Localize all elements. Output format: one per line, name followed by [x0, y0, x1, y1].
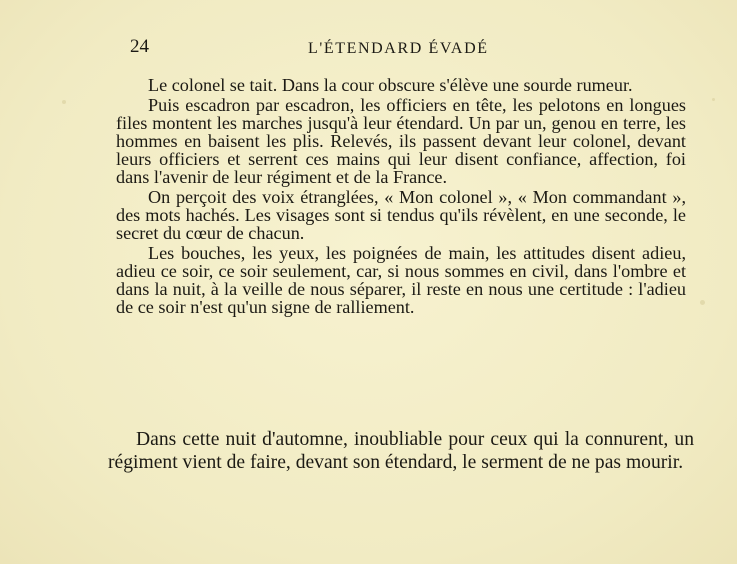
paragraph: Le colonel se tait. Dans la cour obscure s'élève une sourde rumeur.	[148, 75, 633, 95]
paper-stain	[712, 98, 715, 101]
closing-paragraph: Dans cette nuit d'automne, inoubliable pour ceux qui la connurent, un régiment vient de faire, devant son étendard, le serment de ne pas mourir.	[108, 429, 694, 473]
paragraph: On perçoit des voix étranglées, « Mon colonel », « Mon commandant », des mots hachés. Les visages sont si tendus qu'ils révèlent, en une seconde, le secret du cœur de chacun.	[116, 187, 686, 243]
closing-text	[108, 428, 694, 474]
paper-stain	[62, 100, 66, 104]
paragraph: Les bouches, les yeux, les poignées de main, les attitudes disent adieu, adieu ce soir, ce soir seulement, car, si nous sommes en civil, dans l'ombre et dans la nuit, à la veille de nous séparer, il reste en nous une certitude : l'adieu de ce soir n'est qu'un signe de ralliement.	[116, 243, 686, 317]
body-text	[116, 76, 686, 318]
page-header	[0, 34, 737, 64]
running-title: L'ÉTENDARD ÉVADÉ	[308, 40, 489, 57]
paragraph: Puis escadron par escadron, les officiers en tête, les pelotons en longues files montent les marches jusqu'à leur étendard. Un par un, genou en terre, les hommes en baisent les plis. Relevés, ils passent devant leur colonel, devant leurs officiers et serrent ces mains qui leur disent confiance, affection, foi dans l'avenir de leur régiment et de la France.	[116, 95, 686, 187]
paper-stain	[700, 300, 705, 305]
page-number: 24	[130, 36, 149, 57]
